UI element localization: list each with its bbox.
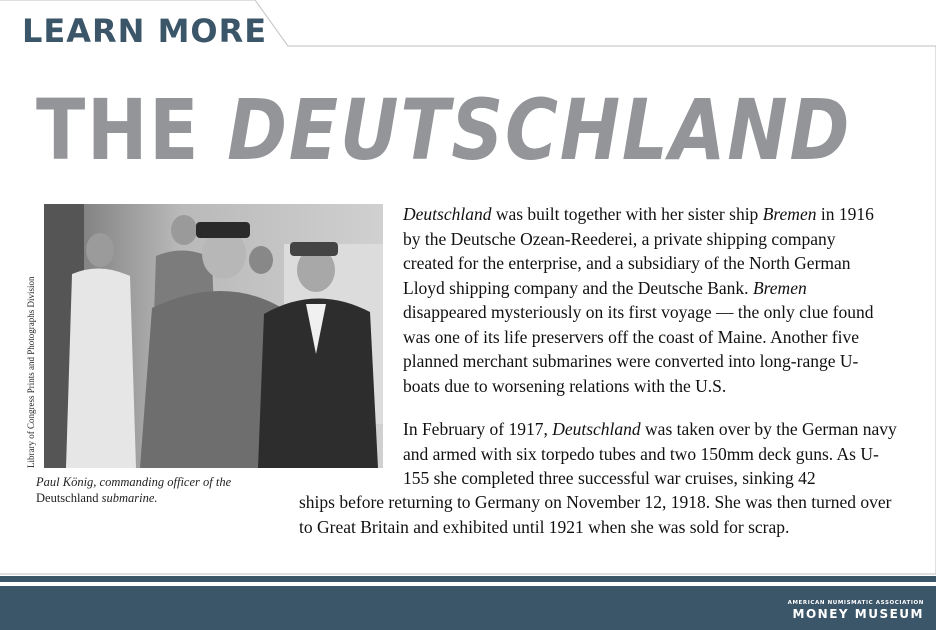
body-paragraph-1: [403, 202, 883, 398]
body-paragraph-2: [403, 417, 903, 491]
section-tab-label: LEARN MORE: [22, 12, 268, 50]
caption-ship-name: Deutschland: [36, 491, 99, 505]
ship-name: Deutschland: [552, 419, 641, 439]
sister-ship-name: Bremen: [752, 277, 807, 298]
body-text: In February of 1917,: [403, 419, 553, 439]
photo-credit: Library of Congress Prints and Photographs Division: [26, 276, 36, 468]
caption-text-italic-end: submarine.: [98, 491, 158, 505]
body-text: was taken over by the German navy and armed with six torpedo tubes and two 150mm deck guns. As U-155 she completed three successful war cruises, sinking 42: [403, 419, 897, 488]
sister-ship-name: Bremen: [762, 204, 817, 224]
ship-name: Deutschland: [403, 204, 492, 224]
caption-text-italic: Paul König, commanding officer of the: [36, 475, 232, 489]
org-logo-text: MONEY MUSEUM: [792, 607, 924, 621]
photo-caption: [36, 474, 266, 506]
title-prefix: THE: [36, 81, 201, 179]
body-text: was built together with her sister ship: [491, 204, 763, 224]
body-text: disappeared mysteriously on its first voyage — the only clue found was one of its life preservers off the coast of Maine. Another five planned merchant submarines were converted into long-range U-boats due to worsening relations with the U.S.: [403, 302, 874, 396]
title-emphasis: DEUTSCHLAND: [227, 81, 852, 179]
body-paragraph-2-continued: ships before returning to Germany on November 12, 1918. She was then turned over to Great Britain and exhibited until 1921 when she was sold for scrap.: [299, 492, 892, 537]
page-title: [36, 82, 851, 178]
org-subtitle: AMERICAN NUMISMATIC ASSOCIATION: [787, 600, 924, 606]
historic-photo: [44, 204, 383, 468]
photo-illustration: [44, 204, 383, 468]
body-text: in 1916 by the Deutsche Ozean-Reederei, a private shipping company created for the enterprise, and a subsidiary of the North German Lloyd shipping company and the Deutsche Bank.: [403, 204, 874, 298]
footer-divider: [0, 576, 936, 582]
footer-bar: [0, 586, 936, 630]
